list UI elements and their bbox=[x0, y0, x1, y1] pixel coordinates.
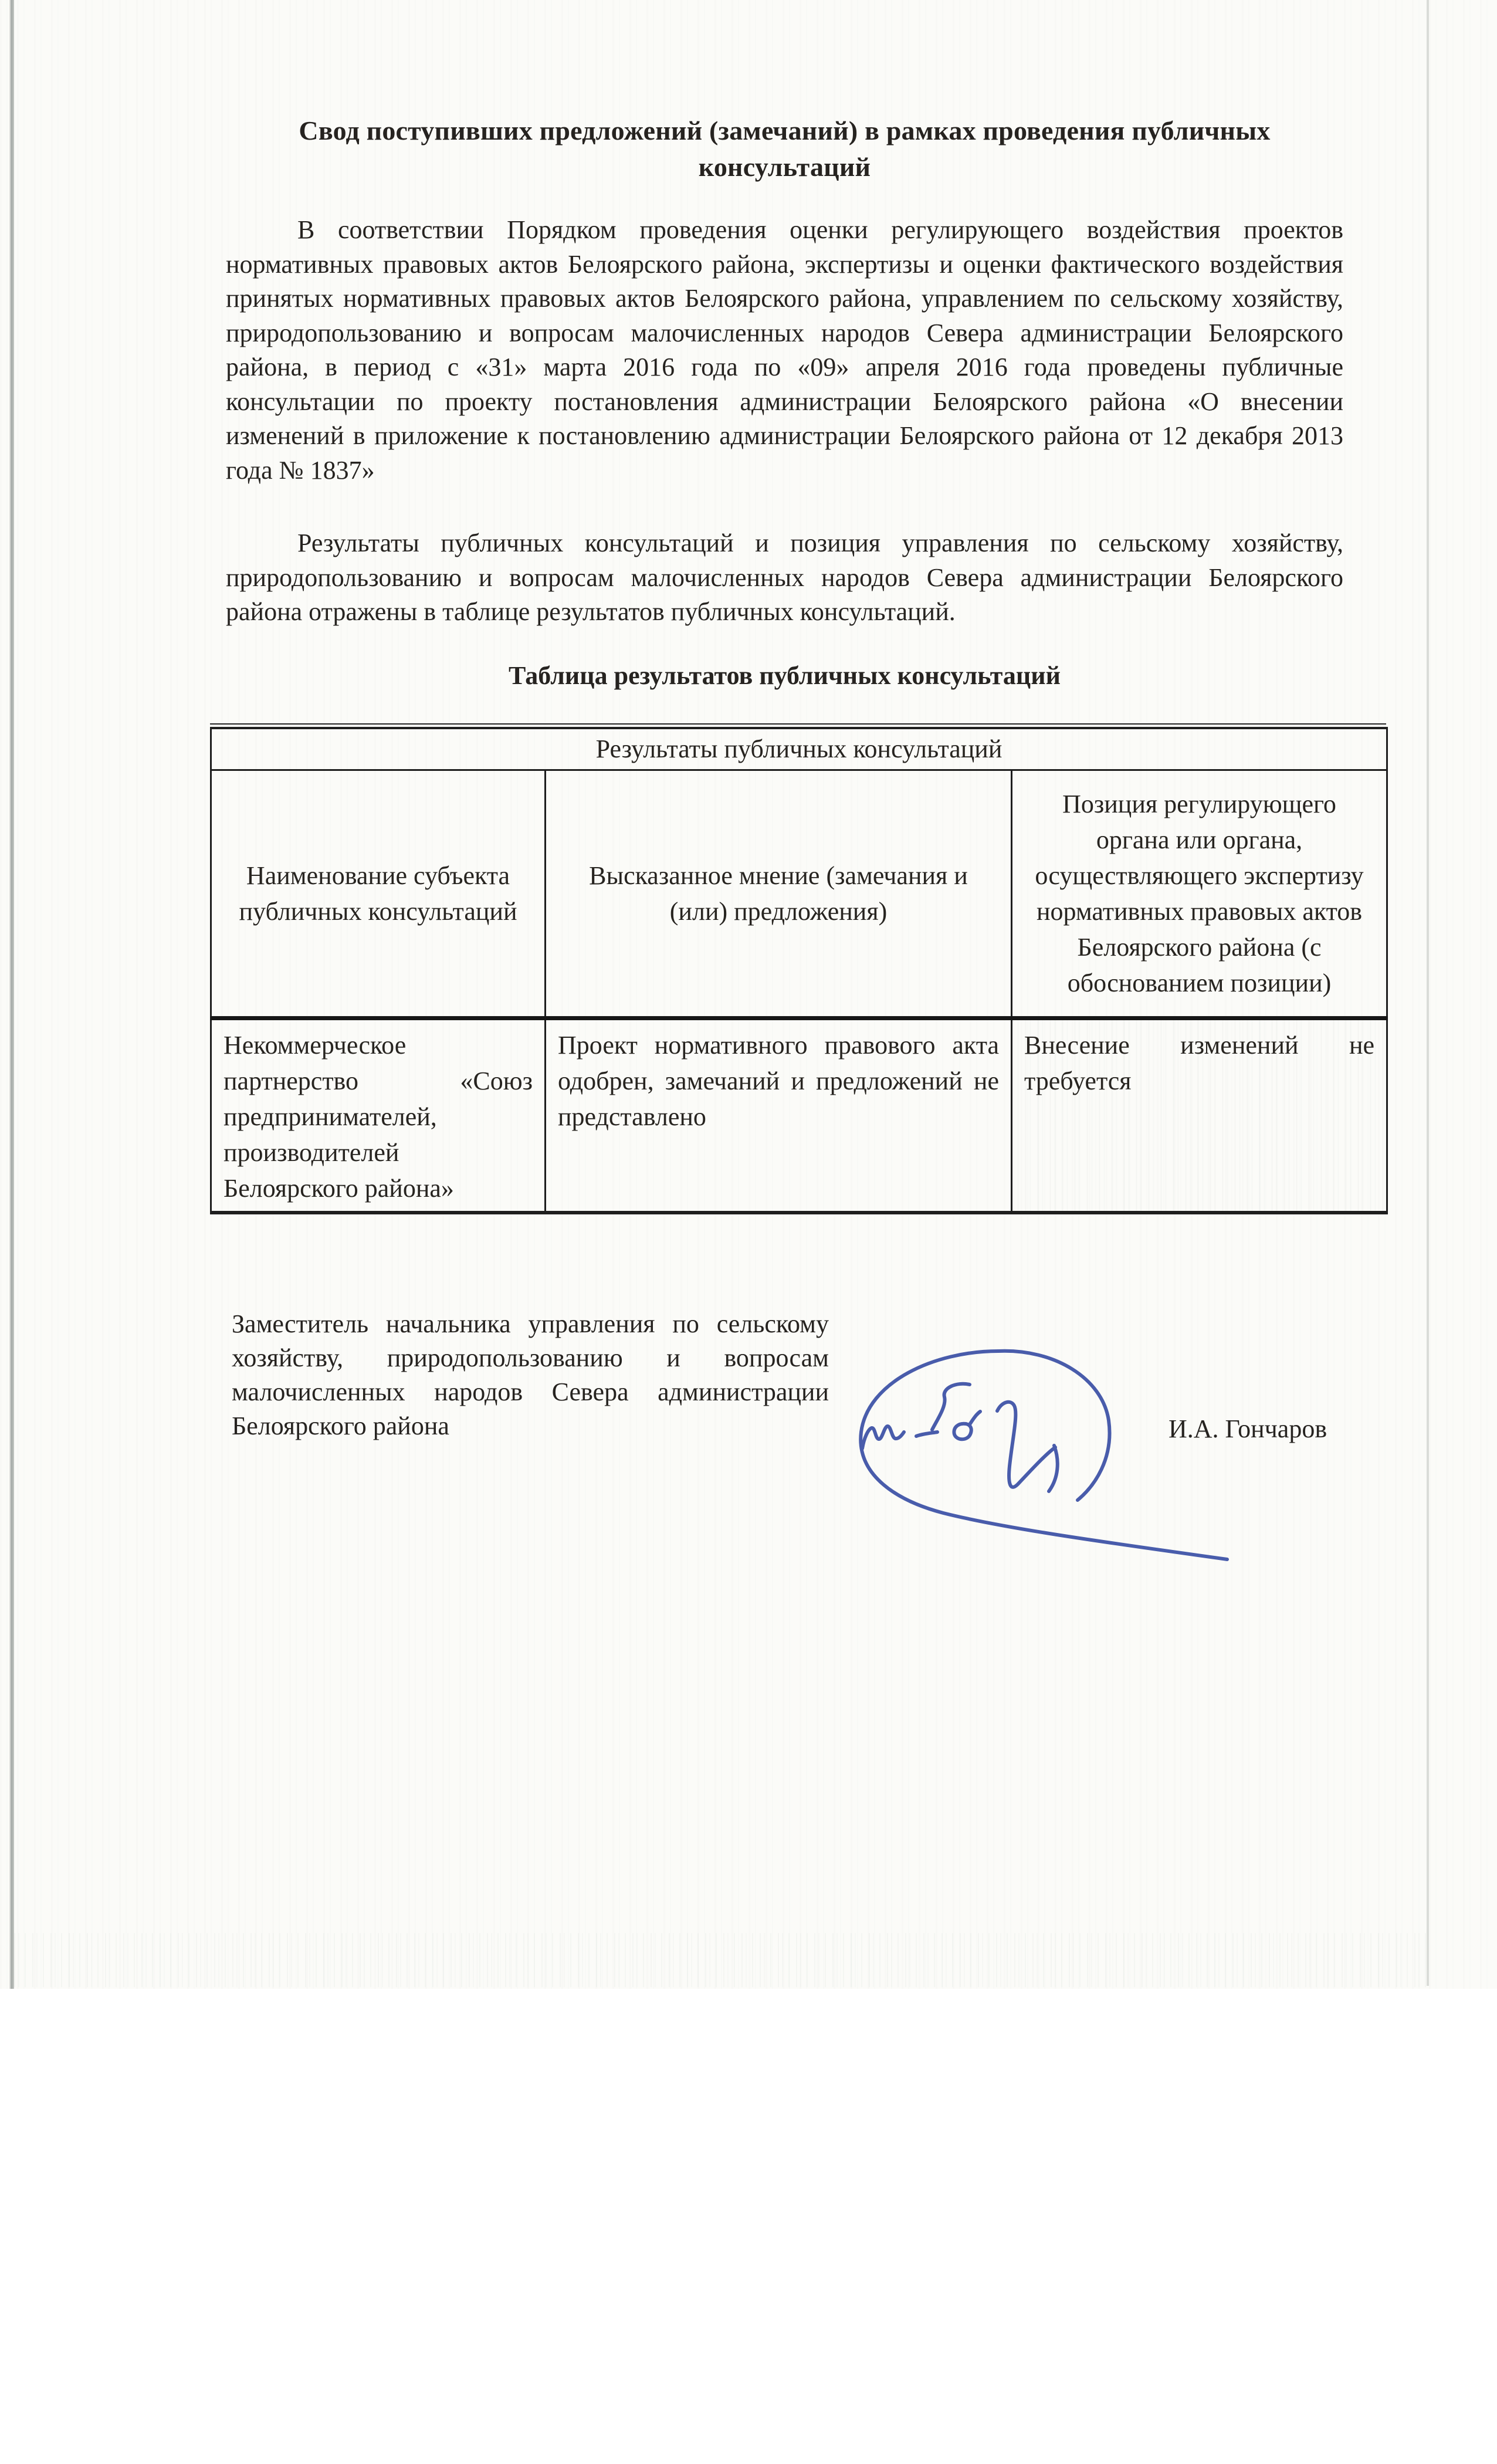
paragraph-results-summary: Результаты публичных консультаций и позиция управления по сельскому хозяйству, природопользованию и вопросам малочисленных народов Севера администрации Белоярского района отражены в таблице результатов публичных консультаций. bbox=[226, 529, 1343, 626]
paragraph-consultation-basis: В соответствии Порядком проведения оценки регулирующего воздействия проектов нормативных правовых актов Белоярского района, экспертизы и оценки фактического воздействия принятых нормативных правовых актов Белоярского района, управлением по сельскому хозяйству, природопользованию и вопросам малочисленных народов Севера администрации Белоярского района, в период с «31» марта 2016 года по «09» апреля 2016 года проведены публичные консультации по проекту постановления администрации Белоярского района «О внесении изменений в приложение к постановлению администрации Белоярского района от 12 декабря 2013 года № 1837» bbox=[226, 215, 1343, 485]
signature-block bbox=[226, 1307, 1343, 1636]
table-span-header: Результаты публичных консультаций bbox=[211, 728, 1387, 770]
cell-opinion: Проект нормативного правового акта одобрен, замечаний и предложений не представлено bbox=[546, 1018, 1012, 1213]
results-table-caption: Таблица результатов публичных консультаций bbox=[509, 661, 1061, 690]
table-data-row bbox=[211, 1018, 1387, 1213]
column-header-subject: Наименование субъекта публичных консультаций bbox=[211, 770, 546, 1018]
document-title: Свод поступивших предложений (замечаний) в рамках проведения публичных консультаций bbox=[299, 116, 1271, 182]
table-column-header-row bbox=[211, 770, 1387, 1018]
results-table bbox=[210, 727, 1388, 1214]
signature-name: И.А. Гончаров bbox=[1169, 1414, 1327, 1443]
column-header-opinion: Высказанное мнение (замечания и (или) предложения) bbox=[546, 770, 1012, 1018]
scan-noise-band bbox=[14, 1933, 1427, 1987]
cell-subject-name: Некоммерческое партнерство «Союз предпринимателей, производителей Белоярского района» bbox=[211, 1018, 546, 1213]
results-table-wrapper bbox=[210, 723, 1386, 1214]
signature-position-title: Заместитель начальника управления по сельскому хозяйству, природопользованию и вопросам малочисленных народов Севера администрации Белоярского района bbox=[232, 1309, 829, 1440]
column-header-regulator-position: Позиция регулирующего органа или органа, осуществляющего экспертизу нормативных правовых актов Белоярского района (с обоснованием позиции) bbox=[1012, 770, 1387, 1018]
cell-regulator-position: Внесение изменений не требуется bbox=[1012, 1018, 1387, 1213]
document-content bbox=[223, 0, 1375, 1636]
table-span-header-row bbox=[211, 728, 1387, 770]
